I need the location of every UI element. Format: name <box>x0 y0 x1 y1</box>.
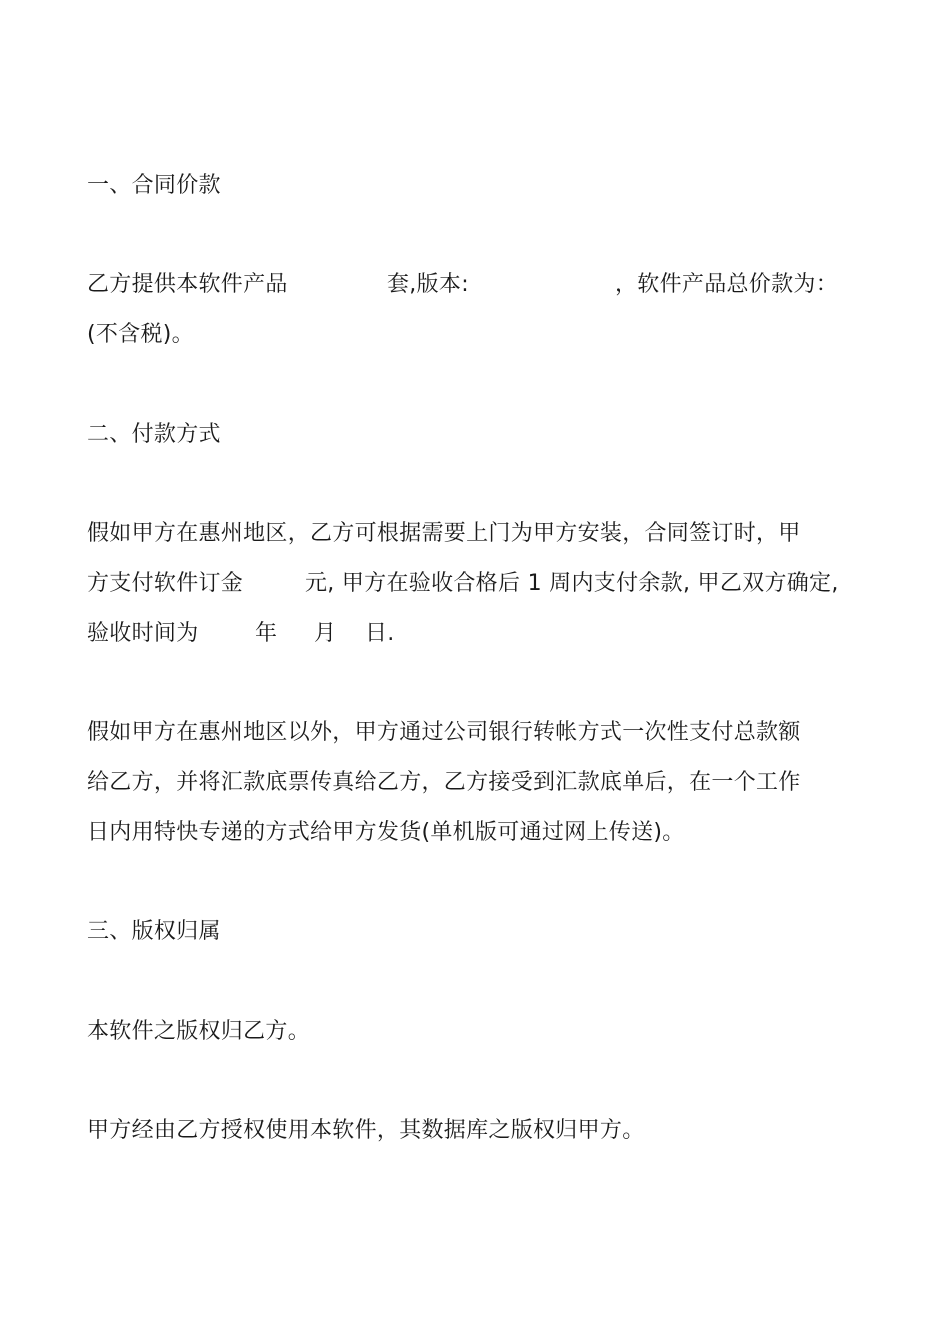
section-heading-contract-price: 一、合同价款 <box>87 173 221 198</box>
price-text-total: ，软件产品总价款为： <box>615 272 839 297</box>
copyright-software-text: 本软件之版权归乙方。 <box>87 1019 311 1044</box>
acceptance-date-label: 验收时间为 <box>87 621 199 646</box>
price-text-product-count: 乙方提供本软件产品 <box>87 272 288 297</box>
payment-remote-line-3: 日内用特快专递的方式给甲方发货(单机版可通过网上传送)。 <box>87 820 685 845</box>
price-paragraph-line-1 <box>87 270 867 300</box>
acceptance-month-label: 月 <box>314 621 337 646</box>
payment-local-line-1: 假如甲方在惠州地区，乙方可根据需要上门为甲方安装，合同签订时，甲 <box>87 521 801 546</box>
price-text-version: 套,版本: <box>387 272 469 297</box>
copyright-database-text: 甲方经由乙方授权使用本软件，其数据库之版权归甲方。 <box>87 1118 645 1143</box>
section-heading-copyright: 三、版权归属 <box>87 919 221 944</box>
payment-local-line-2 <box>87 569 867 599</box>
acceptance-year-label: 年 <box>255 621 278 646</box>
section-heading-payment-method: 二、付款方式 <box>87 422 221 447</box>
acceptance-day-label: 日. <box>365 621 395 646</box>
payment-deposit-text: 方支付软件订金 <box>87 571 244 596</box>
payment-local-line-3 <box>87 619 867 649</box>
payment-remote-line-1: 假如甲方在惠州地区以外，甲方通过公司银行转帐方式一次性支付总款额 <box>87 720 801 745</box>
price-paragraph-line-2: (不含税)。 <box>87 322 194 347</box>
payment-remote-line-2: 给乙方，并将汇款底票传真给乙方，乙方接受到汇款底单后，在一个工作 <box>87 770 801 795</box>
payment-balance-text: 元, 甲方在验收合格后 1 周内支付余款, 甲乙双方确定, <box>305 571 839 596</box>
